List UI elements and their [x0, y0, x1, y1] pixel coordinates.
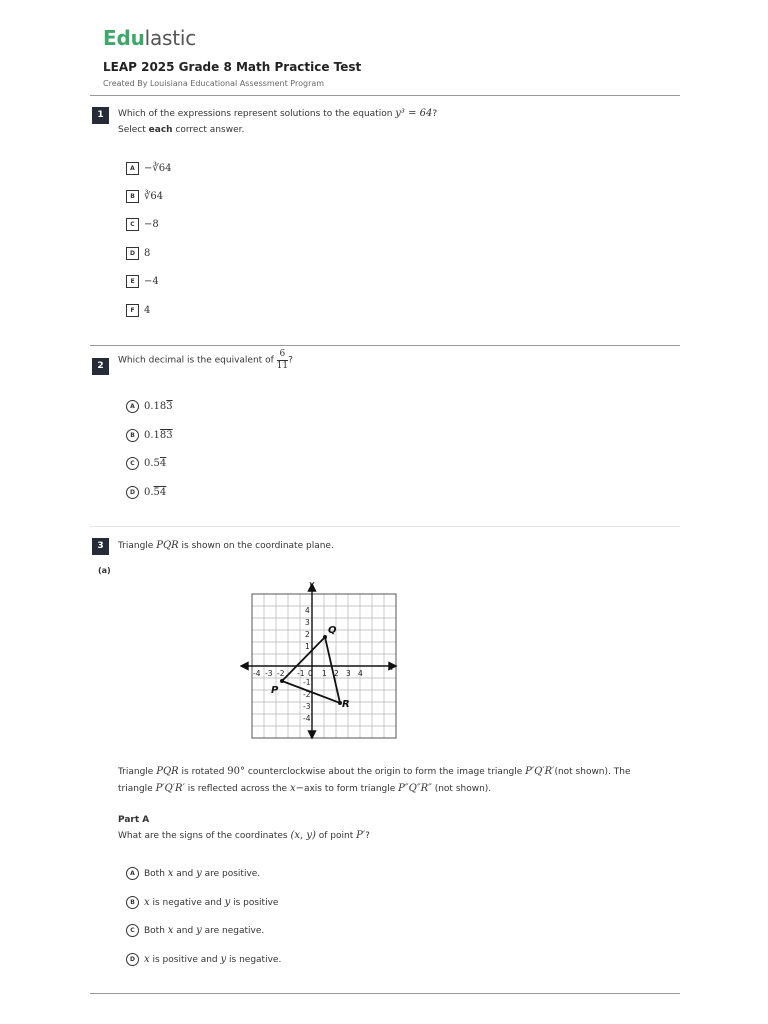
option-checkbox[interactable]: B [126, 190, 139, 203]
y-tick-label: -1 [303, 678, 311, 687]
answer-option[interactable]: C Both x and y are negative. [126, 924, 264, 939]
x-tick-label: -1 [297, 669, 305, 678]
answer-option[interactable]: A Both x and y are positive. [126, 867, 260, 882]
y-tick-label: 1 [305, 642, 310, 651]
question-1-instruction: Select each correct answer. [118, 125, 245, 135]
x-tick-label: 0 [308, 669, 313, 678]
answer-option[interactable]: D 8 [126, 247, 150, 262]
question-number-badge: 2 [92, 358, 109, 375]
option-checkbox[interactable]: F [126, 304, 139, 317]
point-q-label: Q [328, 625, 337, 636]
option-radio[interactable]: C [126, 457, 139, 470]
answer-option[interactable]: D x is positive and y is negative. [126, 953, 281, 968]
answer-option[interactable]: B 0.183 [126, 429, 173, 444]
question-3-text: Triangle PQR is shown on the coordinate plane. [118, 540, 334, 551]
question-number-badge: 3 [92, 538, 109, 555]
answer-option[interactable]: A 0.183 [126, 400, 173, 415]
part-label: (a) [98, 566, 111, 575]
option-checkbox[interactable]: C [126, 218, 139, 231]
option-radio[interactable]: B [126, 896, 139, 909]
header-divider [90, 95, 680, 96]
part-a-heading: Part A [118, 815, 150, 825]
option-radio[interactable]: C [126, 924, 139, 937]
option-checkbox[interactable]: A [126, 162, 139, 175]
y-tick-label: 3 [305, 618, 310, 627]
y-tick-label: 4 [305, 606, 310, 615]
fraction: $\frac{6}{11}$ [276, 349, 289, 371]
question-2-text: Which decimal is the equivalent of $\frac{6}{11}$ ? [118, 349, 293, 371]
x-tick-label: -2 [277, 669, 285, 678]
option-radio[interactable]: D [126, 486, 139, 499]
answer-option[interactable]: C 0.54 [126, 457, 166, 472]
edulastic-logo: Edulastic [103, 26, 197, 50]
answer-option[interactable]: B x is negative and y is positive [126, 896, 278, 911]
y-tick-label: -2 [303, 690, 311, 699]
answer-option[interactable]: B ∛64 [126, 190, 163, 205]
question-3-description-line-2: triangle P′Q′R′ is reflected across the x−axis to form triangle P″Q″R″ (not shown). [118, 783, 492, 794]
x-tick-label: 2 [334, 669, 339, 678]
point-p-marker [280, 679, 284, 683]
x-tick-label: 1 [322, 669, 327, 678]
y-tick-label: -3 [303, 702, 311, 711]
answer-option[interactable]: F 4 [126, 304, 150, 319]
x-tick-label: 4 [358, 669, 363, 678]
option-checkbox[interactable]: D [126, 247, 139, 260]
question-3-description-line-1: Triangle PQR is rotated 90° counterclockwise about the origin to form the image triangle P′Q′R′(not shown). The [118, 766, 631, 777]
y-axis-label: y [309, 580, 315, 590]
question-divider [90, 526, 680, 527]
x-axis-label: x [388, 663, 394, 673]
y-tick-label: -4 [303, 714, 311, 723]
coordinate-plane [240, 575, 400, 745]
part-a-question: What are the signs of the coordinates (x, y) of point P′? [118, 830, 370, 841]
option-radio[interactable]: A [126, 867, 139, 880]
option-radio[interactable]: B [126, 429, 139, 442]
point-q-marker [323, 635, 327, 639]
option-radio[interactable]: A [126, 400, 139, 413]
document-title: LEAP 2025 Grade 8 Math Practice Test [103, 60, 362, 74]
y-tick-label: 2 [305, 630, 310, 639]
x-tick-label: -4 [253, 669, 261, 678]
answer-option[interactable]: C −8 [126, 218, 159, 233]
option-radio[interactable]: D [126, 953, 139, 966]
point-p-label: P [271, 685, 279, 696]
x-tick-label: -3 [265, 669, 273, 678]
point-r-label: R [342, 699, 350, 710]
question-divider [90, 345, 680, 346]
x-tick-label: 3 [346, 669, 351, 678]
page-bottom-divider [90, 993, 680, 994]
document-subtitle: Created By Louisiana Educational Assessment Program [103, 79, 325, 88]
option-checkbox[interactable]: E [126, 275, 139, 288]
question-number-badge: 1 [92, 107, 109, 124]
answer-option[interactable]: D 0.54 [126, 486, 166, 501]
answer-option[interactable]: E −4 [126, 275, 159, 290]
answer-option[interactable]: A −∛64 [126, 162, 171, 177]
question-1-text: Which of the expressions represent solutions to the equation y³ = 64? [118, 108, 438, 119]
